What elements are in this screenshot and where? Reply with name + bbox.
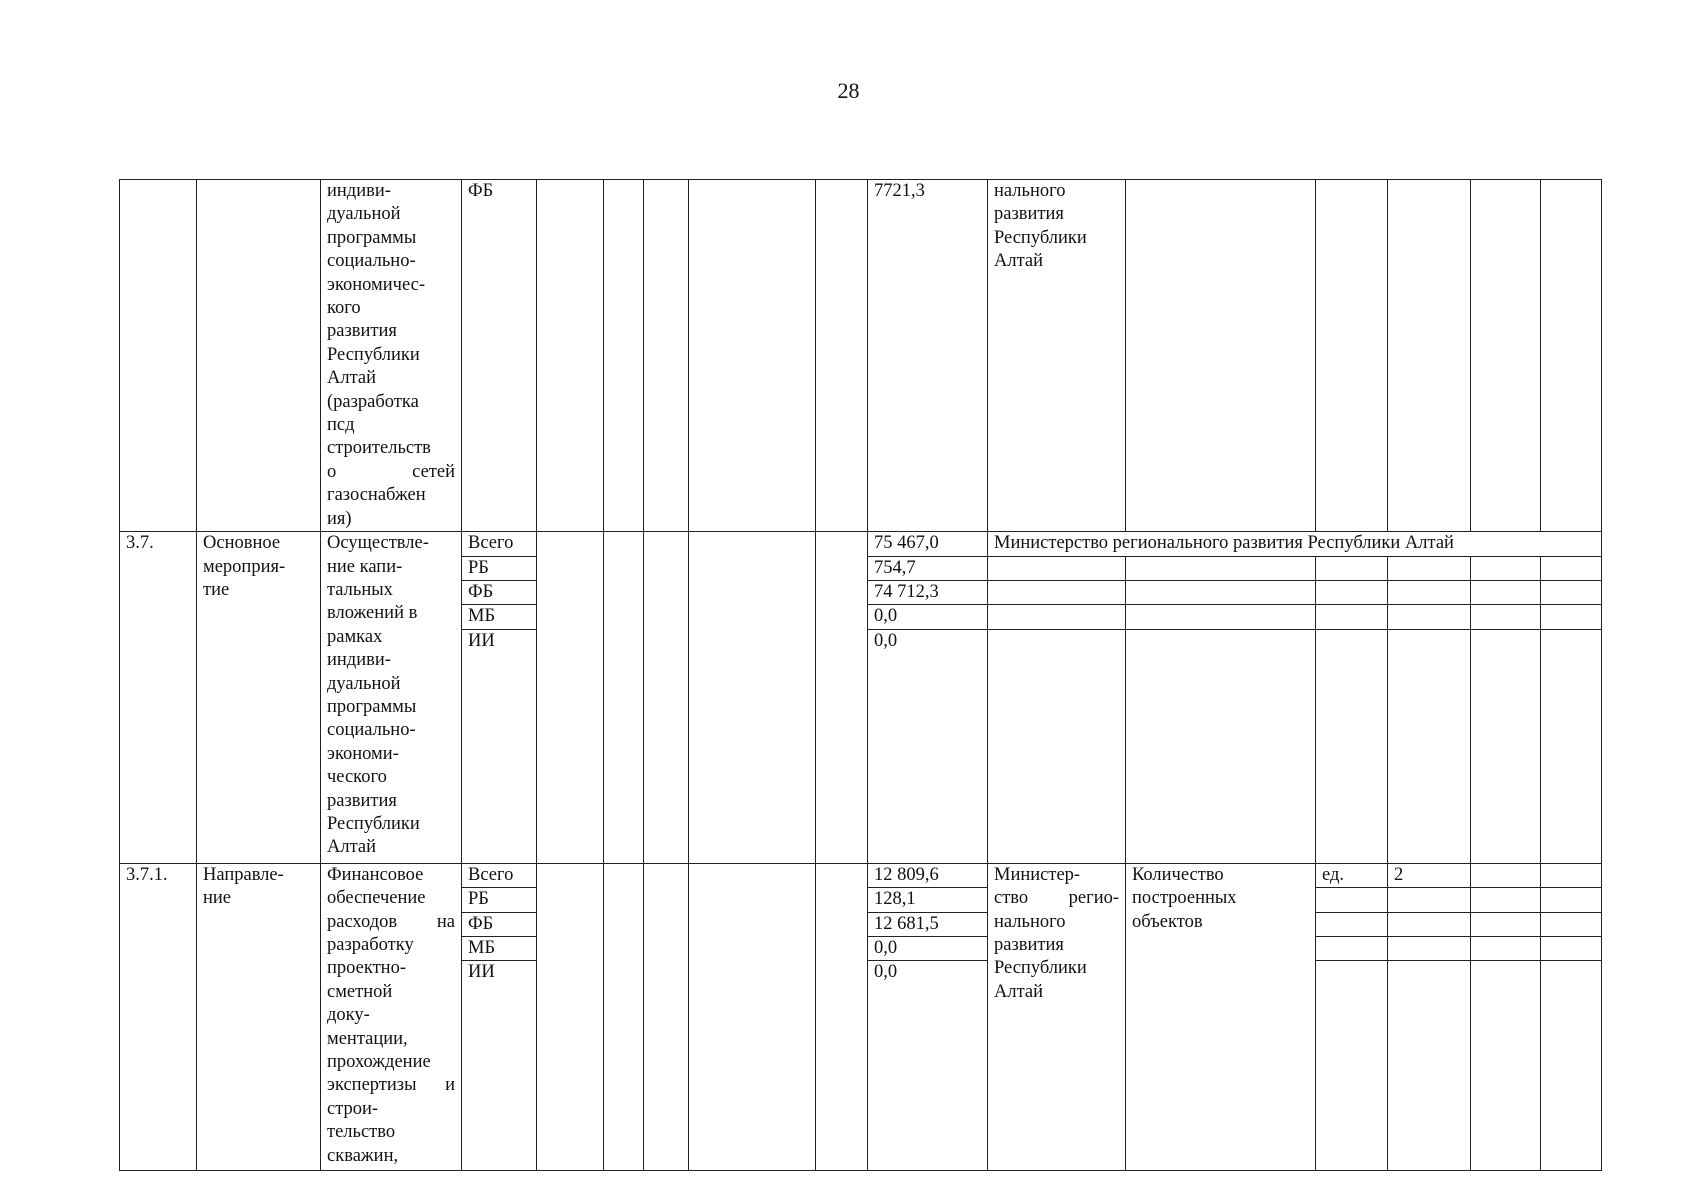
- cell-source: ФБ: [462, 912, 537, 936]
- table-row-3-7-1-total: [120, 863, 1602, 887]
- cell-source: ФБ: [462, 180, 537, 532]
- cell-amount: 0,0: [868, 629, 988, 863]
- cell-amount: 0,0: [868, 936, 988, 960]
- cell-amount: 12 681,5: [868, 912, 988, 936]
- cell-amount: 7721,3: [868, 180, 988, 532]
- cell-num: 3.7.: [120, 532, 197, 864]
- cell-source: МБ: [462, 605, 537, 629]
- cell-amount: 0,0: [868, 961, 988, 1171]
- cell-amount: 0,0: [868, 605, 988, 629]
- cell-type: Основное мероприя- тие: [197, 532, 321, 864]
- page-number: 28: [837, 78, 860, 103]
- cell-amount: 74 712,3: [868, 580, 988, 604]
- cell-source: Всего: [462, 863, 537, 887]
- cell-num: [120, 180, 197, 532]
- cell-amount: 12 809,6: [868, 863, 988, 887]
- cell-amount: 128,1: [868, 888, 988, 912]
- cell-executor-continuation: нального развития Республики Алтай: [988, 180, 1126, 532]
- table-row-continuation: [120, 180, 1602, 532]
- cell-source: ИИ: [462, 629, 537, 863]
- cell-value: 2: [1388, 863, 1471, 887]
- cell-source: ИИ: [462, 961, 537, 1171]
- cell-source: ФБ: [462, 580, 537, 604]
- cell-executor: Министерство регионального развития Республики Алтай: [988, 532, 1602, 556]
- cell-num: 3.7.1.: [120, 863, 197, 1171]
- table-row-3-7-total: [120, 532, 1602, 556]
- cell-event: Осуществле- ние капи- тальных вложений в рамках индиви- дуальной программы социально- экономи- ческого развития Республики Алтай: [321, 532, 462, 864]
- cell-source: РБ: [462, 556, 537, 580]
- cell-source: РБ: [462, 888, 537, 912]
- cell-type: [197, 180, 321, 532]
- cell-indicator: Количество построенных объектов: [1126, 863, 1316, 1171]
- cell-type: Направле- ние: [197, 863, 321, 1171]
- cell-amount: 75 467,0: [868, 532, 988, 556]
- cell-executor: Министер- ство регио- нального развития Республики Алтай: [988, 863, 1126, 1171]
- cell-event: Финансовое обеспечение расходов на разработку проектно- сметной доку- ментации, прохождение экспертизы и строи- тельство скважин,: [321, 863, 462, 1171]
- cell-source: МБ: [462, 936, 537, 960]
- budget-table: [119, 179, 1602, 1171]
- cell-unit: ед.: [1316, 863, 1388, 887]
- cell-amount: 754,7: [868, 556, 988, 580]
- cell-source: Всего: [462, 532, 537, 556]
- cell-event-continuation: индиви- дуальной программы социально- экономичес- кого развития Республики Алтай (разработка псд строительств о сетей газоснабжен ия): [321, 180, 462, 532]
